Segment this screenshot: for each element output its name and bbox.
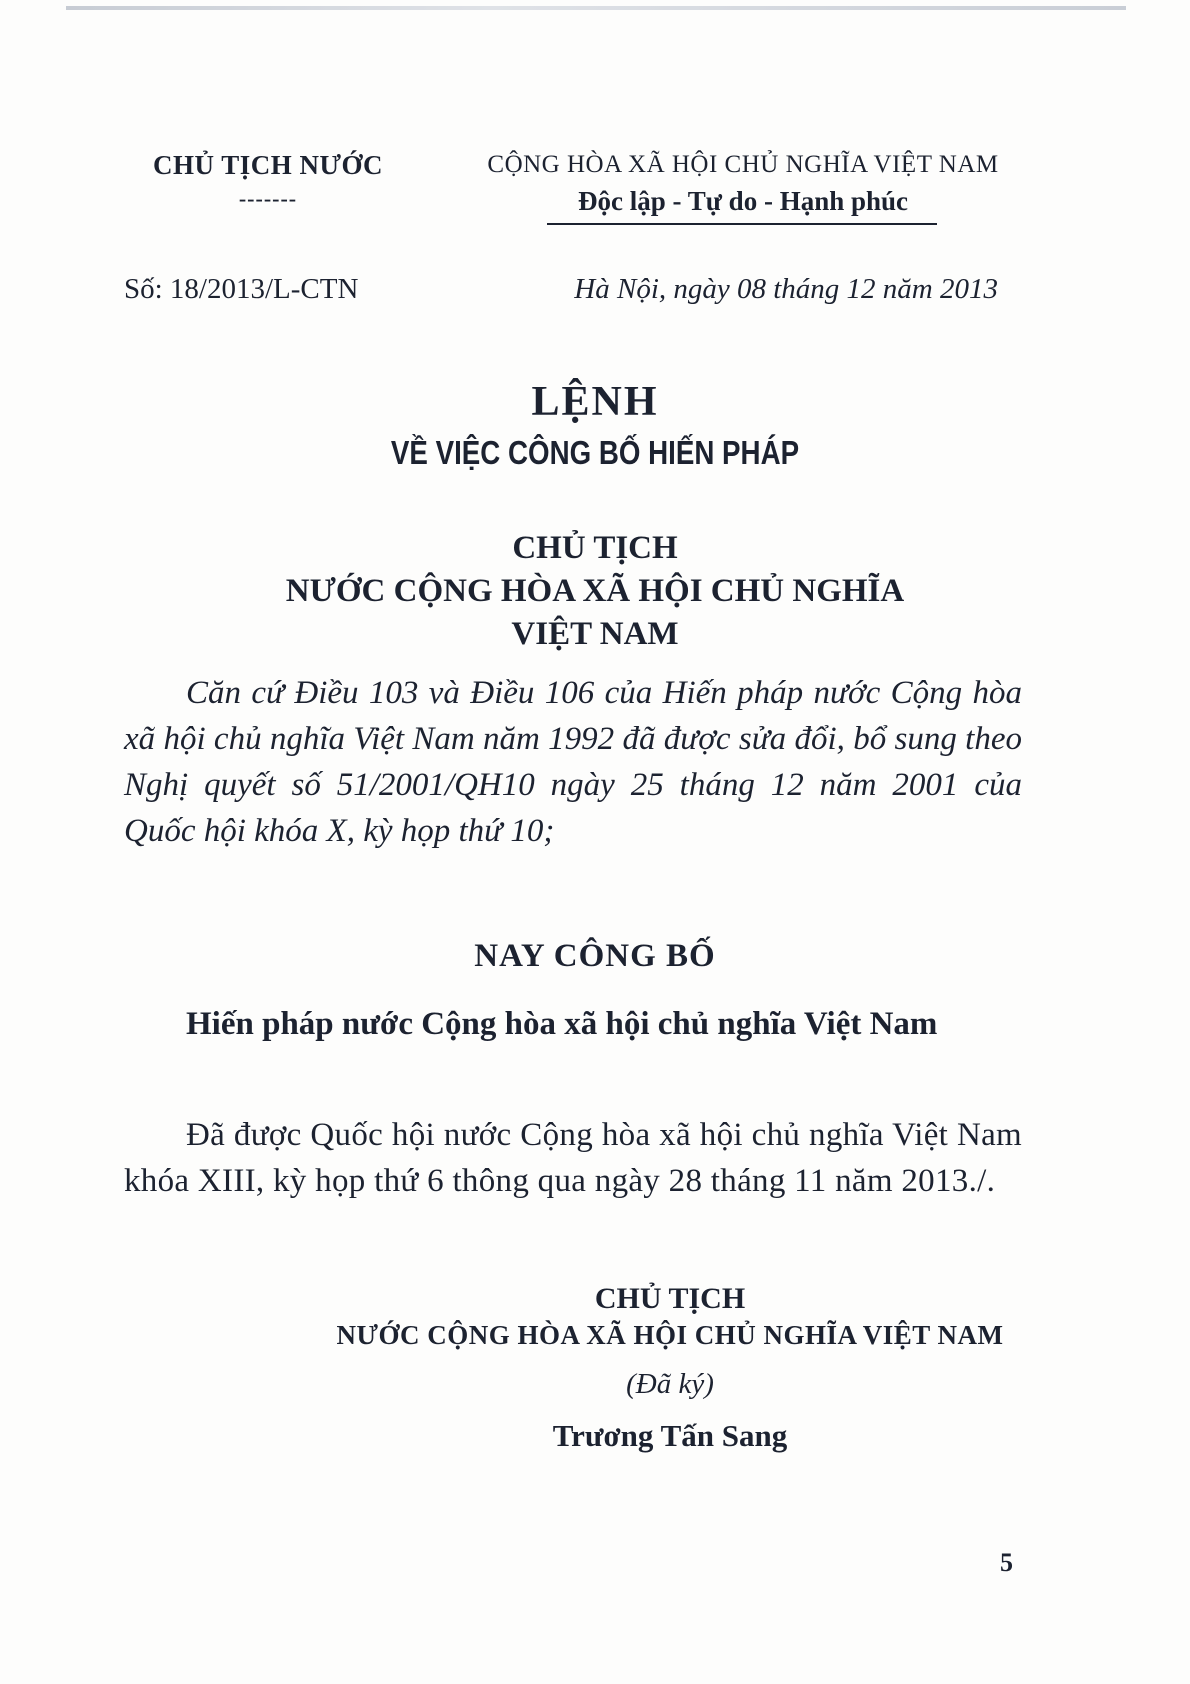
legal-basis-paragraph: Căn cứ Điều 103 và Điều 106 của Hiến pháp nước Cộng hòa xã hội chủ nghĩa Việt Nam năm 1992 đã được sửa đổi, bổ sung theo Nghị quyết số 51/2001/QH10 ngày 25 tháng 12 năm 2001 của Quốc hội khóa X, kỳ họp thứ 10; xyxy=(124,675,1022,849)
signed-note: (Đã ký) xyxy=(626,1368,714,1400)
issuing-authority: CHỦ TỊCH NƯỚC xyxy=(152,150,383,180)
nation-name: CỘNG HÒA XÃ HỘI CHỦ NGHĨA VIỆT NAM xyxy=(487,151,999,178)
page-number: 5 xyxy=(1000,1548,1013,1577)
issuer-line-1: CHỦ TỊCH xyxy=(512,530,678,566)
issuer-line-3: VIỆT NAM xyxy=(511,616,679,652)
place-and-date: Hà Nội, ngày 08 tháng 12 năm 2013 xyxy=(574,273,998,305)
announcement-heading: NAY CÔNG BỐ xyxy=(474,938,716,974)
signatory-title: CHỦ TỊCH xyxy=(594,1282,746,1315)
order-title: LỆNH xyxy=(531,379,659,425)
national-motto: Độc lập - Tự do - Hạnh phúc xyxy=(577,186,909,216)
passed-statement: Đã được Quốc hội nước Cộng hòa xã hội chủ nghĩa Việt Nam khóa XIII, kỳ họp thứ 6 thông qua ngày 28 tháng 11 năm 2013./. xyxy=(124,1117,1022,1199)
signatory-organization: NƯỚC CỘNG HÒA XÃ HỘI CHỦ NGHĨA VIỆT NAM xyxy=(336,1320,1004,1350)
authority-separator: ------- xyxy=(238,186,298,211)
issuer-line-2: NƯỚC CỘNG HÒA XÃ HỘI CHỦ NGHĨA xyxy=(285,573,905,609)
scan-top-edge xyxy=(66,6,1126,10)
constitution-name: Hiến pháp nước Cộng hòa xã hội chủ nghĩa Việt Nam xyxy=(186,1006,938,1042)
signatory-name: Trương Tấn Sang xyxy=(552,1418,788,1453)
document-number: Số: 18/2013/L-CTN xyxy=(124,273,359,305)
motto-underline xyxy=(547,223,937,225)
order-subtitle: VỀ VIỆC CÔNG BỐ HIẾN PHÁP xyxy=(390,434,800,471)
